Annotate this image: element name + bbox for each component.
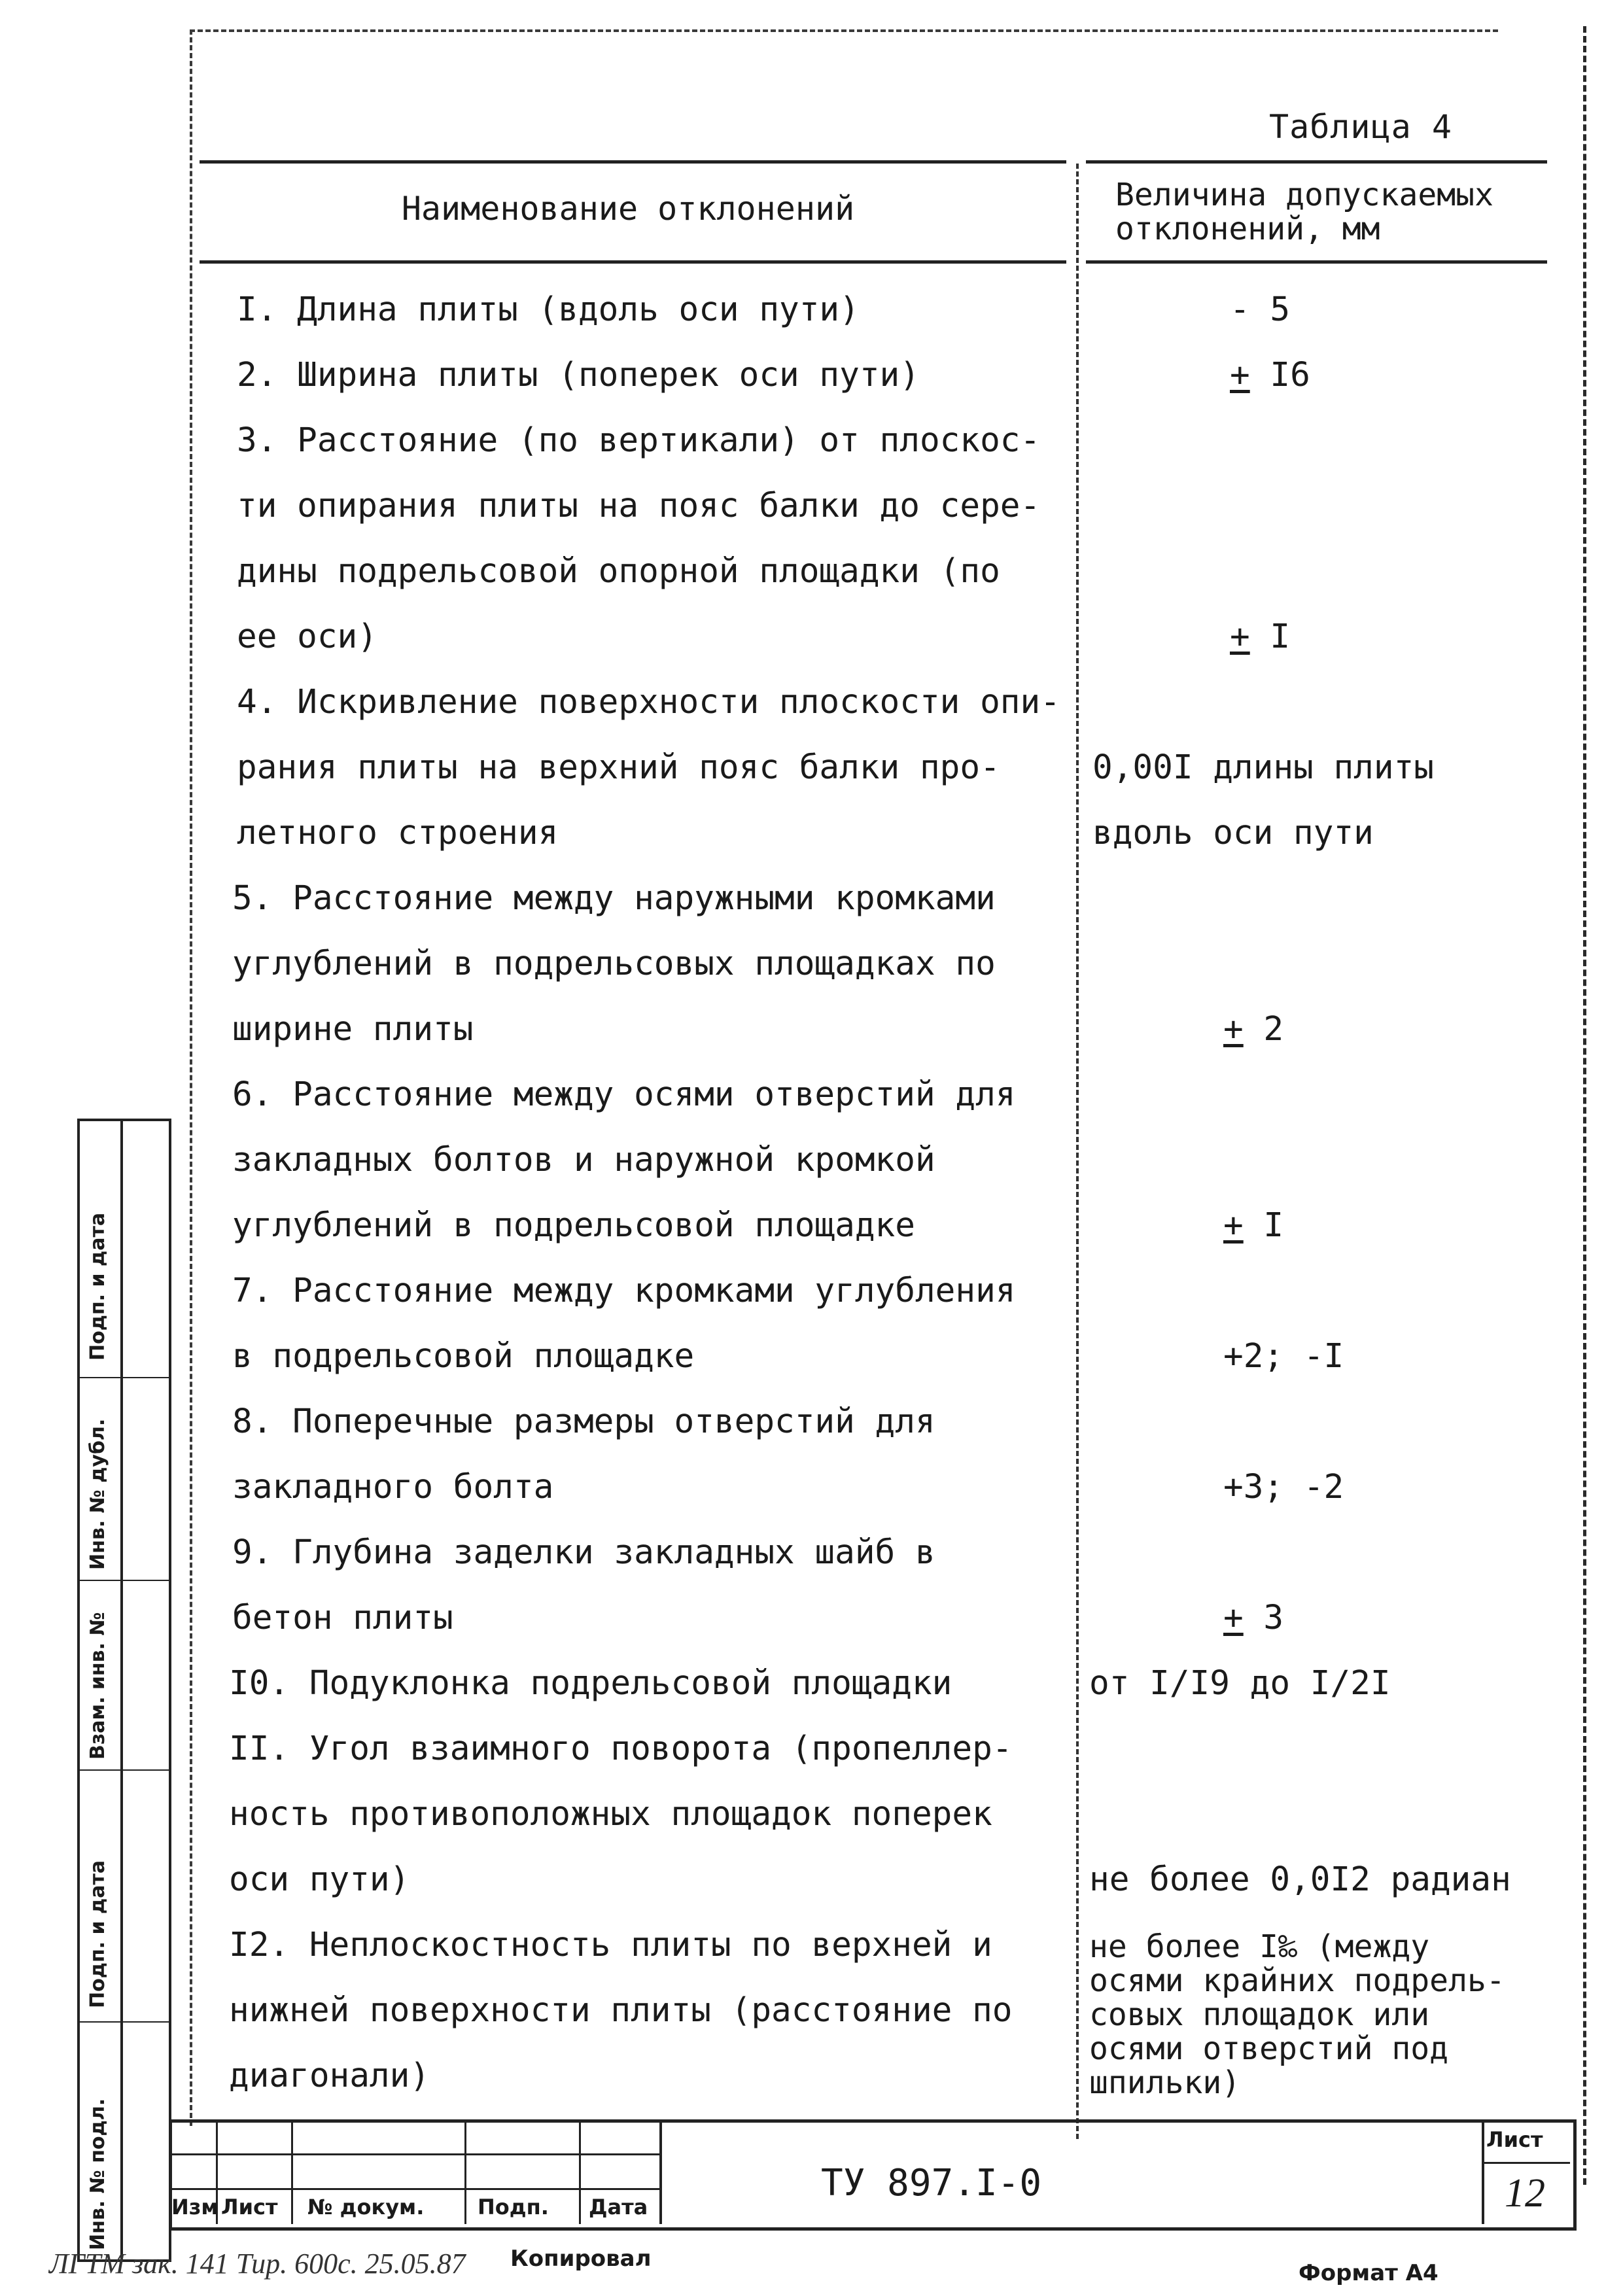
item-10: I0. Подуклонка подрельсовой площадки (229, 1664, 952, 1703)
value-12-line5: шпильки) (1089, 2064, 1241, 2101)
left-stamp-strip (77, 1119, 169, 2257)
value-12-line2: осями крайних подрель- (1089, 1962, 1505, 1999)
item-11-line2: ность противоположных площадок поперек (229, 1795, 992, 1834)
title-block-row-line-1 (169, 2153, 659, 2155)
item-1: I. Длина плиты (вдоль оси пути) (237, 290, 860, 329)
header-value-line1: Величина допускаемых (1115, 177, 1493, 213)
handwritten-print-note: ЛГТМ зак. 141 Тир. 600с. 25.05.87 (49, 2248, 466, 2280)
tb-sheet-label: Лист (1486, 2127, 1543, 2152)
header-value-line2: отклонений, мм (1115, 211, 1380, 247)
stamp-podp-data-1: Подп. и дата (86, 1212, 109, 1361)
title-block-sheet-divider (1482, 2162, 1570, 2164)
table-title: Таблица 4 (1269, 108, 1452, 146)
item-3-line1: 3. Расстояние (по вертикали) от плоскос- (237, 421, 1041, 460)
tb-data-label: Дата (589, 2195, 648, 2219)
plus-minus-sign: + (1230, 617, 1250, 656)
item-9-line1: 9. Глубина заделки закладных шайб в (232, 1533, 935, 1572)
item-2: 2. Ширина плиты (поперек оси пути) (237, 356, 920, 394)
value-12-line1: не более I‰ (между (1089, 1928, 1430, 1965)
header-bottom-rule-right (1086, 260, 1547, 264)
item-12-line2: нижней поверхности плиты (расстояние по (229, 1991, 1013, 2030)
value-6-number: I (1243, 1206, 1284, 1245)
value-2 (1230, 356, 1310, 394)
item-6-line2: закладных болтов и наружной кромкой (232, 1141, 935, 1179)
item-4-line3: летного строения (237, 814, 559, 852)
stamp-divider-2 (77, 1580, 169, 1581)
stamp-inv-dubl: Инв. № дубл. (86, 1418, 109, 1570)
value-5-number: 2 (1243, 1010, 1284, 1049)
frame-top-border (190, 29, 1498, 32)
item-12-line3: диагонали) (229, 2057, 430, 2095)
value-1: - 5 (1230, 290, 1291, 329)
title-block-col-2 (291, 2119, 293, 2224)
value-12 (1089, 1930, 1505, 2100)
format-label: Формат А4 (1299, 2260, 1439, 2286)
item-3-line4: ее оси) (237, 617, 377, 656)
item-4-line1: 4. Искривление поверхности плоскости опи- (237, 683, 1060, 722)
stamp-vzam-inv: Взам. инв. № (86, 1612, 109, 1760)
item-7-line1: 7. Расстояние между кромками углубления (232, 1272, 1016, 1310)
value-11: не более 0,0I2 радиан (1089, 1860, 1511, 1899)
item-8-line1: 8. Поперечные размеры отверстий для (232, 1402, 935, 1441)
tb-list-label: Лист (221, 2195, 278, 2219)
item-8-line2: закладного болта (232, 1468, 554, 1506)
stamp-podp-data-2: Подп. и дата (86, 1860, 109, 2008)
value-12-line4: осями отверстий под (1089, 2030, 1449, 2067)
item-5-line1: 5. Расстояние между наружными кромками (232, 879, 996, 918)
value-5 (1223, 1010, 1283, 1049)
item-7-line2: в подрельсовой площадке (232, 1337, 695, 1376)
value-3-number: I (1249, 617, 1291, 656)
frame-left-border (190, 29, 192, 2126)
item-4-line2: рания плиты на верхний пояс балки про- (237, 748, 1000, 787)
tb-podp-label: Подп. (478, 2195, 549, 2219)
stamp-divider-3 (77, 1769, 169, 1771)
title-block-col-4 (579, 2119, 581, 2224)
tb-doc-no-label: № докум. (307, 2195, 425, 2219)
value-12-line3: совых площадок или (1089, 1996, 1430, 2033)
item-9-line2: бетон плиты (232, 1599, 453, 1637)
value-8: +3; -2 (1223, 1468, 1344, 1506)
header-top-rule-right (1086, 160, 1547, 164)
stamp-value-column (118, 1119, 171, 2262)
value-7: +2; -I (1223, 1337, 1344, 1376)
plus-minus-sign: + (1230, 356, 1250, 394)
value-6 (1223, 1206, 1283, 1245)
value-9-number: 3 (1243, 1599, 1284, 1637)
item-6-line1: 6. Расстояние между осями отверстий для (232, 1075, 1016, 1114)
item-12-line1: I2. Неплоскостность плиты по верхней и (229, 1926, 992, 1964)
item-6-line3: углублений в подрельсовой площадке (232, 1206, 915, 1245)
header-bottom-rule-left (200, 260, 1066, 264)
value-10: от I/I9 до I/2I (1089, 1664, 1391, 1703)
column-divider (1076, 164, 1079, 2139)
item-3-line3: дины подрельсовой опорной площадки (по (237, 552, 1000, 591)
stamp-divider-4 (77, 2021, 169, 2023)
item-3-line2: ти опирания плиты на пояс балки до сере- (237, 487, 1041, 525)
item-5-line2: углублений в подрельсовых площадках по (232, 945, 996, 983)
stamp-inv-podl: Инв. № подл. (86, 2098, 109, 2250)
header-value-column (1115, 178, 1493, 246)
value-4-line2: вдоль оси пути (1092, 814, 1374, 852)
value-4-line1: 0,00I длины плиты (1092, 748, 1434, 787)
value-2-number: I6 (1249, 356, 1310, 394)
item-11-line1: II. Угол взаимного поворота (пропеллер- (229, 1730, 1013, 1768)
tb-izm-label: Изм (171, 2195, 218, 2219)
item-5-line3: ширине плиты (232, 1010, 474, 1049)
plus-minus-sign: + (1223, 1010, 1244, 1049)
header-top-rule-left (200, 160, 1066, 164)
value-9 (1223, 1599, 1283, 1637)
title-block-row-line-2 (169, 2188, 659, 2190)
item-11-line3: оси пути) (229, 1860, 410, 1899)
copied-by-label: Копировал (510, 2246, 652, 2272)
plus-minus-sign: + (1223, 1206, 1244, 1245)
sheet-number: 12 (1505, 2171, 1545, 2216)
stamp-divider-1 (77, 1377, 169, 1378)
header-name-column: Наименование отклонений (401, 190, 855, 228)
document-code: ТУ 897.I-0 (821, 2162, 1042, 2204)
plus-minus-sign: + (1223, 1599, 1244, 1637)
title-block-col-3 (464, 2119, 466, 2224)
value-3 (1230, 617, 1290, 656)
frame-right-border (1583, 26, 1586, 2185)
